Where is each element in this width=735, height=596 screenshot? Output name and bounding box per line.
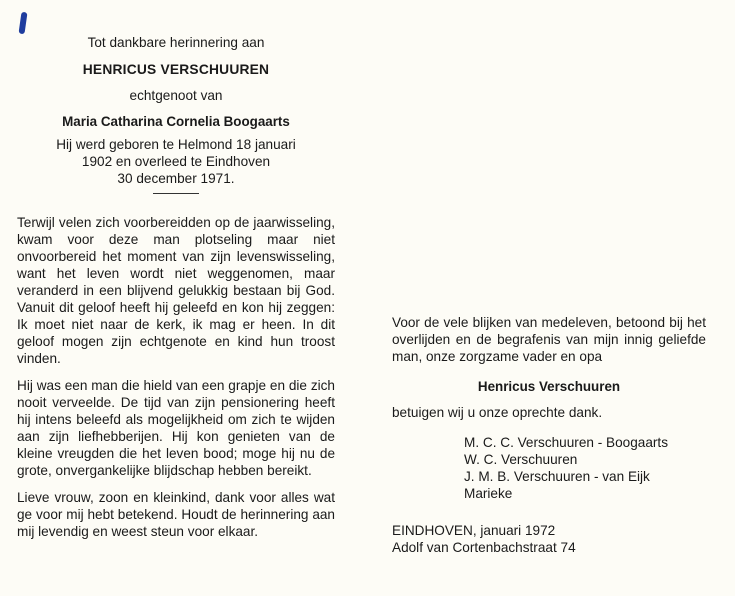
thanks-intro: Voor de vele blijken van medeleven, betoond bij het overlijden en de begrafenis van mijn innig geliefde man, onze zorgzame vader en opa [392, 315, 706, 364]
address: Adolf van Cortenbachstraat 74 [392, 540, 576, 555]
paragraph-farewell: Lieve vrouw, zoon en kleinkind, dank voor alles wat ge voor mij hebt betekend. Houdt de herinnering aan mij levendig en weest steun voor elkaar. [17, 490, 335, 539]
birth-line: 30 december 1971. [117, 171, 235, 186]
spouse-name: Maria Catharina Cornelia Boogaarts [62, 114, 290, 129]
intro-text: Tot dankbare herinnering aan [87, 35, 265, 50]
paragraph-faith: Terwijl velen zich voorbereidden op de jaarwisseling, kwam voor deze man plotseling maar niet onvoorbereid het moment van zijn levenswisseling, want het leven wordt niet weggenomen, maar veranderd in een blijvend gelukkig bestaan bij God. Vanuit dit geloof heeft hij geleefd en kon hij zeggen: Ik moet niet naar de kerk, ik mag er heen. In dit geloof mogen zijn echtgenote en kind hun troost vinden. [17, 215, 335, 366]
birth-line: 1902 en overleed te Eindhoven [81, 154, 271, 169]
birth-line: Hij werd geboren te Helmond 18 januari [56, 137, 296, 152]
thanks-line: betuigen wij u onze oprechte dank. [392, 405, 603, 420]
birth-death-info [17, 136, 335, 187]
signatory: J. M. B. Verschuuren - van Eijk [464, 469, 650, 484]
spouse-label: echtgenoot van [129, 88, 223, 103]
place-date: EINDHOVEN, januari 1972 [392, 523, 556, 538]
ink-mark [18, 12, 27, 35]
signatories [392, 434, 706, 502]
signatory: M. C. C. Verschuuren - Boogaarts [464, 435, 668, 450]
left-panel [17, 34, 335, 550]
deceased-name-right: Henricus Verschuuren [477, 379, 621, 394]
signatory: Marieke [464, 486, 513, 501]
paragraph-character: Hij was een man die hield van een grapje en die zich nooit verveelde. De tijd van zijn pensionering heeft hij intens beleefd als mogelijkheid om zich te wijden aan zijn liefhebberijen. Hij kon genieten van de kleine vreugden die het leven bood; moge hij nu de grote, onvergankelijke blijdschap hebben bereikt. [17, 378, 335, 478]
deceased-name: HENRICUS VERSCHUUREN [82, 62, 270, 77]
right-panel [392, 314, 706, 556]
divider [153, 193, 199, 194]
signatory: W. C. Verschuuren [464, 452, 578, 467]
